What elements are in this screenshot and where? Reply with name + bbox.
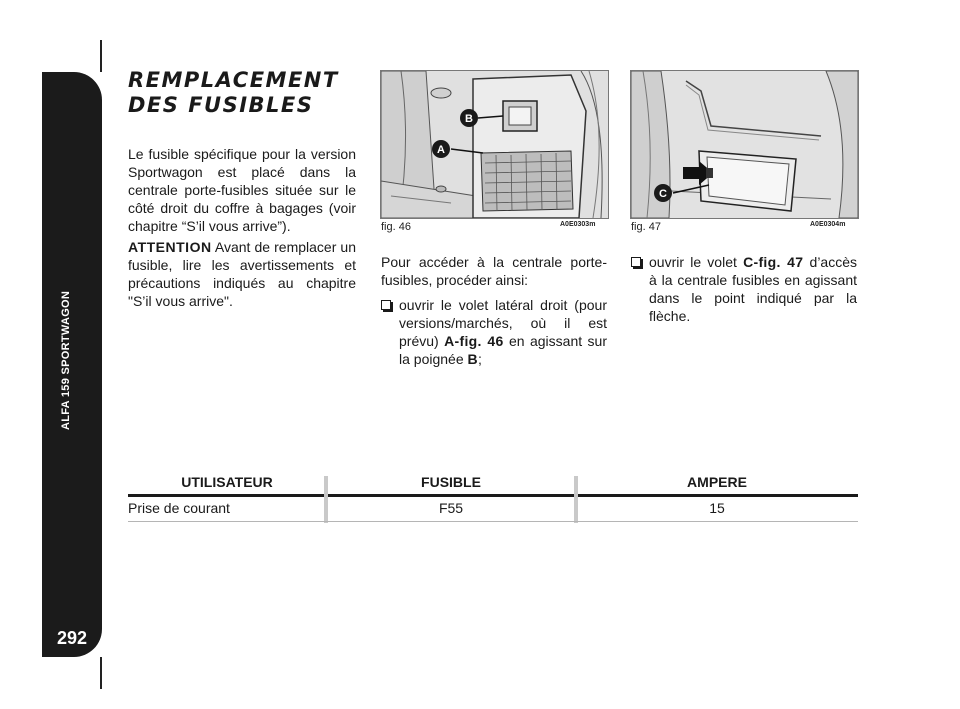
table-cell-fuse: F55 — [438, 500, 464, 516]
steps-intro-paragraph: Pour accéder à la centrale porte-fusibles, procéder ainsi: — [381, 254, 607, 288]
figure-46-code: A0E0303m — [560, 221, 596, 228]
figure-46-label-b: B — [465, 113, 473, 125]
section-title — [128, 68, 339, 118]
bullet-box-icon — [381, 300, 391, 310]
warning-text: Avant de remplacer un fusible, lire les avertissements et précautions indiqués au chapitre "S’il vous arrive". — [128, 239, 356, 309]
page-number: 292 — [56, 628, 88, 648]
table-cell-user: Prise de courant — [128, 500, 230, 516]
corner-mark-top — [100, 40, 102, 72]
figure-47-code: A0E0304m — [810, 221, 846, 228]
figure-46-label-a: A — [437, 144, 445, 156]
bullet-box-icon — [631, 257, 641, 267]
step-2 — [631, 253, 857, 325]
title-line-1: REMPLACEMENT — [128, 68, 339, 92]
table-header-ampere: AMPERE — [687, 474, 747, 490]
corner-mark-bottom — [100, 657, 102, 689]
figure-47-illustration — [631, 71, 858, 218]
step-1-figure-ref: A-fig. 46 — [444, 333, 504, 349]
step-1-text-end: ; — [477, 351, 482, 367]
step-1 — [381, 296, 607, 368]
step-2-text: ouvrir le volet — [649, 254, 744, 270]
step-1-text: ouvrir le volet latéral droit (pour versions/marchés, où il est prévu) — [399, 297, 607, 349]
figure-47-caption: fig. 47 — [631, 221, 661, 233]
warning-label: ATTENTION — [128, 239, 212, 255]
table-bottom-rule — [128, 521, 858, 522]
step-2-text-end: d’accès à la centrale fusibles en agissant dans le point indiqué par la flèche. — [649, 254, 857, 324]
fuse-table — [128, 470, 858, 525]
figure-47-label-c: C — [659, 188, 667, 200]
sidebar-band — [42, 72, 102, 657]
warning-paragraph — [128, 238, 356, 310]
table-cell-ampere: 15 — [709, 500, 725, 516]
figure-46-illustration — [381, 71, 608, 218]
figure-46 — [380, 70, 609, 219]
intro-paragraph: Le fusible spécifique pour la version Sportwagon est placé dans la centrale porte-fusibles située sur le côté droit du coffre à bagages (voir chapitre “S’il vous arrive”). — [128, 146, 356, 234]
table-header-rule — [128, 494, 858, 497]
title-line-2: DES FUSIBLES — [128, 93, 314, 117]
step-1-text-mid: en agissant sur la poignée — [399, 333, 607, 367]
figure-47 — [630, 70, 859, 219]
step-2-figure-ref: C-fig. 47 — [743, 254, 804, 270]
table-header-fuse: FUSIBLE — [421, 474, 481, 490]
table-header-user: UTILISATEUR — [181, 474, 273, 490]
step-1-handle-ref: B — [467, 351, 478, 367]
figure-46-caption: fig. 46 — [381, 221, 411, 233]
